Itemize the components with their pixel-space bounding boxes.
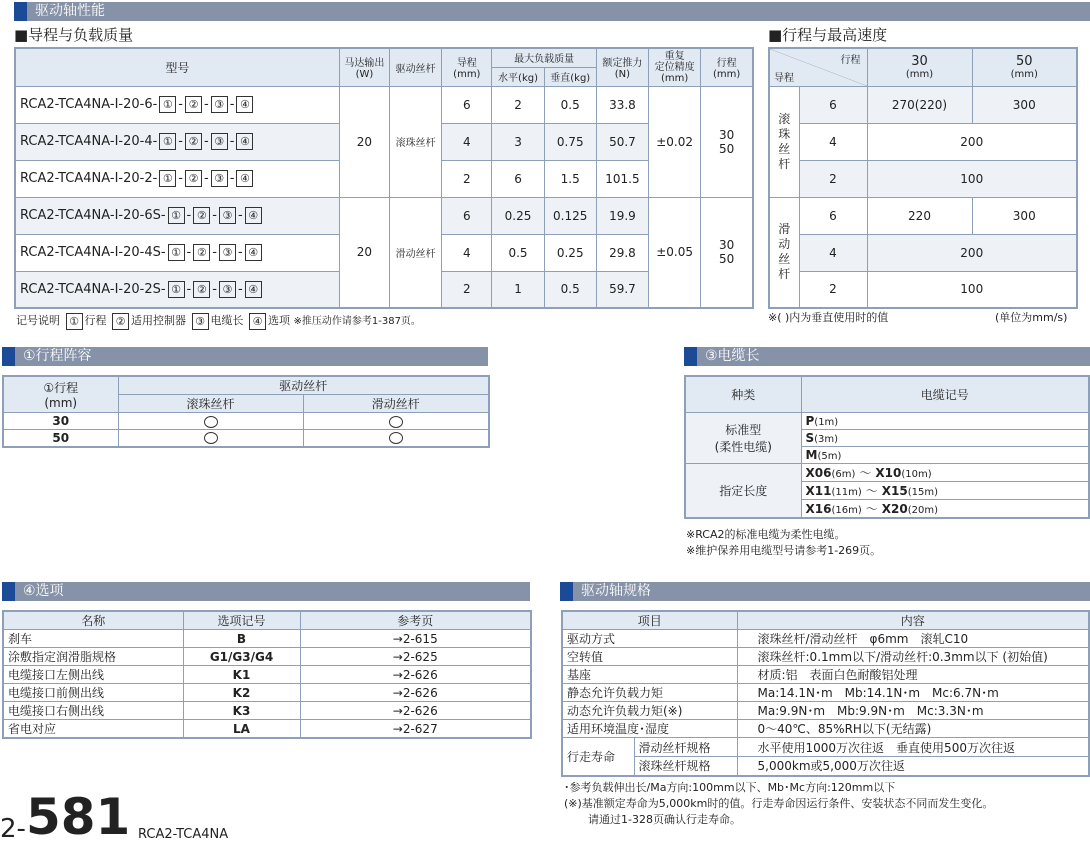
table-row (769, 234, 1077, 271)
model-cell (15, 197, 339, 234)
ball-available (118, 413, 303, 430)
table-row (562, 648, 1089, 666)
v-cell: 0.125 (544, 197, 596, 234)
lead-cell: 4 (442, 234, 492, 271)
col-model: 型号 (15, 48, 339, 86)
opt-col-name: 名称 (3, 611, 183, 630)
placeholder-box: ② (185, 133, 202, 150)
h-cell: 0.25 (492, 197, 544, 234)
cable-code: M (805, 447, 818, 462)
table-row (3, 648, 531, 666)
placeholder-box: ④ (236, 96, 253, 113)
cable-len: (20m) (907, 504, 938, 516)
table-row (3, 630, 531, 648)
dash: - (186, 208, 192, 223)
dash: - (212, 281, 217, 297)
v-cell: 1.5 (544, 160, 596, 197)
col-repeat: 重复 定位精度 (mm) (649, 48, 701, 86)
col-horizontal: 水平(kg) (492, 67, 544, 86)
speed-lead: 6 (799, 86, 867, 123)
cable-notes (686, 527, 881, 559)
table-row (685, 463, 1089, 481)
dash: - (178, 171, 183, 186)
guide-legend (16, 312, 421, 330)
h-cell: 2 (492, 86, 544, 123)
opt-page: →2-625 (300, 648, 531, 666)
placeholder-box: ② (193, 281, 210, 298)
v-cell: 0.5 (544, 271, 596, 308)
opt-code: B (183, 630, 300, 648)
placeholder-box: ④ (245, 244, 262, 261)
dash: - (229, 171, 235, 186)
placeholder-box: ③ (219, 244, 236, 261)
cable-code-cell (801, 499, 1089, 518)
placeholder-box: ① (159, 96, 176, 113)
tilde: ～ (859, 465, 872, 480)
v-cell: 0.5 (544, 86, 596, 123)
speed-note-right: (单位为mm/s) (995, 311, 1068, 324)
model-cell (15, 86, 339, 123)
col-max-load: 最大负载质量 (492, 48, 596, 67)
thrust-cell: 33.8 (596, 86, 648, 123)
cable-code-cell (801, 481, 1089, 499)
v-cell: 0.25 (544, 234, 596, 271)
table-row (769, 86, 1077, 123)
opt-code: LA (183, 720, 300, 739)
opt-page: →2-626 (300, 702, 531, 720)
placeholder-box: ④ (236, 170, 253, 187)
footer-page-number (0, 790, 130, 847)
dash: - (186, 281, 192, 297)
opt-page: →2-626 (300, 684, 531, 702)
stroke-header: ①行程 (mm) (3, 376, 118, 413)
repeat-cell: ±0.02 (649, 86, 701, 197)
table-row (769, 123, 1077, 160)
cable-col-code: 电缆记号 (801, 376, 1089, 412)
spec-item: 基座 (562, 666, 737, 684)
section-header-drive-performance (14, 2, 1090, 21)
col-stroke: 行程 (mm) (701, 48, 753, 86)
opt-page: →2-627 (300, 720, 531, 739)
cable-len: (3m) (814, 433, 839, 445)
opt-page: →2-615 (300, 630, 531, 648)
col-vertical: 垂直(kg) (544, 67, 596, 86)
section-header-stroke-list: ①行程阵容 (2, 347, 488, 366)
motor-cell: 20 (339, 197, 389, 308)
speed-group-label: 滑动丝杆 (769, 197, 799, 308)
table-row (562, 757, 1089, 776)
spec-item: 空转值 (562, 648, 737, 666)
h-cell: 1 (492, 271, 544, 308)
footer-page: 581 (25, 788, 131, 846)
cable-code: X06 (805, 465, 832, 480)
dash: - (237, 208, 243, 223)
speed-lead: 2 (799, 271, 867, 308)
guide-load-title: ■导程与负载质量 (14, 26, 134, 44)
lead-cell: 2 (442, 160, 492, 197)
spec-notes (564, 780, 993, 828)
placeholder-box: ① (168, 281, 185, 298)
circle-icon (389, 432, 403, 444)
model-cell (15, 271, 339, 308)
speed-col-50: 50 (mm) (972, 48, 1077, 86)
placeholder-box: ④ (236, 133, 253, 150)
opt-col-page: 参考页 (300, 611, 531, 630)
h-cell: 0.5 (492, 234, 544, 271)
cable-code: X10 (875, 465, 902, 480)
motor-cell: 20 (339, 86, 389, 197)
dash: - (229, 134, 235, 149)
placeholder-box: ① (159, 133, 176, 150)
cable-len: (1m) (814, 416, 839, 428)
model-code: RCA2-TCA4NA-I-20-6S- (20, 208, 166, 223)
table-row (562, 738, 1089, 757)
cable-code: X16 (805, 501, 832, 516)
spec-content: Ma:9.9N･m Mb:9.9N･m Mc:3.3N･m (737, 702, 1089, 720)
placeholder-box: ② (193, 244, 210, 261)
h-cell: 6 (492, 160, 544, 197)
placeholder-box: ④ (245, 281, 262, 298)
cable-standard: 标准型 (柔性电缆) (685, 412, 801, 463)
stroke-cell: 30 50 (701, 197, 753, 308)
opt-code: K1 (183, 666, 300, 684)
opt-page: →2-626 (300, 666, 531, 684)
dash: - (212, 208, 217, 223)
placeholder-box: ③ (211, 96, 228, 113)
spec-life-label: 行走寿命 (562, 738, 634, 776)
legend-box: ① (66, 313, 83, 330)
col-drive: 驱动丝杆 (390, 48, 442, 86)
spec-content: 0～40℃、85%RH以下(无结露) (737, 720, 1089, 738)
speed-merged: 200 (867, 123, 1077, 160)
spec-life-sub: 滚珠丝杆规格 (634, 757, 737, 776)
table-row (3, 684, 531, 702)
drive-cell: 滑动丝杆 (390, 197, 442, 308)
spec-content: 滚珠丝杆/滑动丝杆 φ6mm 滚轧C10 (737, 630, 1089, 648)
opt-code: K2 (183, 684, 300, 702)
cable-note: ※RCA2的标准电缆为柔性电缆。 (686, 528, 846, 541)
table-row (769, 160, 1077, 197)
dash: - (186, 245, 192, 260)
cable-note: ※维护保养用电缆型号请参考1-269页。 (686, 544, 882, 557)
speed-col-30: 30 (mm) (867, 48, 972, 86)
legend-note: ※推压动作请参考1-387页。 (293, 316, 421, 327)
table-row (15, 86, 753, 123)
spec-note: (※)基准额定寿命为5,000km时的值。行走寿命因运行条件、安装状态不同而发生变化。 (564, 797, 994, 810)
opt-name: 电缆接口前侧出线 (3, 684, 183, 702)
speed-corner: 行程 导程 (769, 48, 867, 86)
lead-cell: 6 (442, 86, 492, 123)
section-title: 驱动轴性能 (35, 3, 105, 19)
cable-len: (11m) (831, 486, 862, 498)
placeholder-box: ① (168, 207, 185, 224)
table-row (562, 684, 1089, 702)
opt-name: 电缆接口右侧出线 (3, 702, 183, 720)
ball-available (118, 430, 303, 447)
dash: - (237, 245, 243, 260)
thrust-cell: 29.8 (596, 234, 648, 271)
table-row (3, 720, 531, 739)
table-row (562, 630, 1089, 648)
model-code: RCA2-TCA4NA-I-20-4S- (20, 245, 166, 260)
cable-len: (6m) (831, 468, 856, 480)
legend-text: 行程 (84, 314, 107, 327)
cable-len: (10m) (901, 468, 932, 480)
table-row (769, 197, 1077, 234)
placeholder-box: ③ (211, 170, 228, 187)
guide-load-table (14, 47, 754, 309)
speed-lead: 4 (799, 234, 867, 271)
footer-model: RCA2-TCA4NA (138, 827, 229, 842)
options-table (2, 610, 532, 739)
footer-prefix: 2- (0, 814, 26, 844)
model-cell (15, 123, 339, 160)
stroke-list-table (2, 375, 490, 448)
cable-code-cell (801, 463, 1089, 481)
placeholder-box: ② (185, 96, 202, 113)
table-row (769, 271, 1077, 308)
cable-code-cell (801, 429, 1089, 446)
speed-v50: 300 (972, 86, 1077, 123)
legend-box: ④ (249, 313, 266, 330)
circle-icon (389, 416, 403, 428)
speed-v30: 270(220) (867, 86, 972, 123)
table-row (3, 702, 531, 720)
dash: - (204, 171, 209, 186)
table-row (3, 430, 489, 447)
placeholder-box: ③ (211, 133, 228, 150)
cable-specified: 指定长度 (685, 463, 801, 518)
model-cell (15, 234, 339, 271)
drive-header: 驱动丝杆 (118, 376, 489, 395)
cable-code: X11 (805, 483, 832, 498)
opt-code: K3 (183, 702, 300, 720)
circle-icon (204, 416, 218, 428)
circle-icon (204, 432, 218, 444)
legend-text: 选项 (268, 314, 290, 327)
legend-prefix: 记号说明 (16, 314, 60, 327)
speed-merged: 200 (867, 234, 1077, 271)
dash: - (178, 97, 183, 112)
spec-note: ･参考负载伸出长/Ma方向:100mm以下、Mb･Mc方向:120mm以下 (564, 781, 896, 794)
table-row (562, 666, 1089, 684)
section-header-cable: ③电缆长 (684, 347, 1090, 366)
placeholder-box: ② (185, 170, 202, 187)
spec-col-item: 项目 (562, 611, 737, 630)
opt-name: 涂敷指定润滑脂规格 (3, 648, 183, 666)
cable-len: (5m) (817, 450, 842, 462)
speed-lead: 4 (799, 123, 867, 160)
cable-code: P (805, 413, 815, 428)
legend-text: 电缆长 (210, 314, 244, 327)
speed-lead: 2 (799, 160, 867, 197)
dash: - (212, 245, 217, 260)
stroke-value: 50 (3, 430, 118, 447)
speed-group-label: 滚珠丝杆 (769, 86, 799, 197)
opt-col-code: 选项记号 (183, 611, 300, 630)
cable-code-cell (801, 412, 1089, 429)
speed-title: ■行程与最高速度 (768, 26, 888, 44)
speed-merged: 100 (867, 271, 1077, 308)
legend-text: 适用控制器 (131, 314, 186, 327)
thrust-cell: 19.9 (596, 197, 648, 234)
thrust-cell: 50.7 (596, 123, 648, 160)
cable-code-cell (801, 446, 1089, 463)
legend-box: ② (112, 313, 129, 330)
cable-code: X15 (881, 483, 908, 498)
spec-item: 动态允许负载力矩(※) (562, 702, 737, 720)
table-row (3, 413, 489, 430)
thrust-cell: 101.5 (596, 160, 648, 197)
tilde: ～ (865, 501, 878, 516)
model-code: RCA2-TCA4NA-I-20-4- (20, 134, 158, 149)
speed-merged: 100 (867, 160, 1077, 197)
model-code: RCA2-TCA4NA-I-20-2S- (20, 281, 166, 297)
table-row (562, 702, 1089, 720)
placeholder-box: ④ (245, 207, 262, 224)
spec-content: 滚珠丝杆:0.1mm以下/滑动丝杆:0.3mm以下 (初始值) (737, 648, 1089, 666)
cable-code: X20 (881, 501, 908, 516)
spec-item: 静态允许负载力矩 (562, 684, 737, 702)
dash: - (204, 97, 209, 112)
thrust-cell: 59.7 (596, 271, 648, 308)
model-code: RCA2-TCA4NA-I-20-6- (20, 97, 158, 112)
spec-col-content: 内容 (737, 611, 1089, 630)
model-cell (15, 160, 339, 197)
lead-cell: 2 (442, 271, 492, 308)
tilde: ～ (865, 483, 878, 498)
legend-box: ③ (192, 313, 209, 330)
spec-content: 材质:铝 表面白色耐酸铝处理 (737, 666, 1089, 684)
slide-header: 滑动丝杆 (303, 395, 489, 413)
opt-name: 电缆接口左侧出线 (3, 666, 183, 684)
cable-col-type: 种类 (685, 376, 801, 412)
drive-cell: 滚珠丝杆 (390, 86, 442, 197)
header-square-icon (14, 2, 27, 21)
placeholder-box: ③ (219, 207, 236, 224)
spec-item: 适用环境温度･湿度 (562, 720, 737, 738)
slide-available (303, 430, 489, 447)
repeat-cell: ±0.05 (649, 197, 701, 308)
speed-note-left: ※( )内为垂直使用时的值 (768, 311, 889, 324)
placeholder-box: ① (159, 170, 176, 187)
section-header-options: ④选项 (2, 582, 530, 601)
section-header-spec: 驱动轴规格 (560, 582, 1090, 601)
stroke-cell: 30 50 (701, 86, 753, 197)
spec-content: Ma:14.1N･m Mb:14.1N･m Mc:6.7N･m (737, 684, 1089, 702)
lead-cell: 6 (442, 197, 492, 234)
spec-life-sub: 滑动丝杆规格 (634, 738, 737, 757)
placeholder-box: ③ (219, 281, 236, 298)
opt-code: G1/G3/G4 (183, 648, 300, 666)
cable-code: S (805, 430, 815, 445)
col-motor: 马达输出 (W) (339, 48, 389, 86)
slide-available (303, 413, 489, 430)
col-thrust: 额定推力 (N) (596, 48, 648, 86)
stroke-speed-table (768, 47, 1078, 309)
table-row (3, 666, 531, 684)
spec-table (561, 610, 1090, 777)
table-row (562, 720, 1089, 738)
opt-name: 刹车 (3, 630, 183, 648)
col-lead: 导程 (mm) (442, 48, 492, 86)
speed-lead: 6 (799, 197, 867, 234)
dash: - (178, 134, 183, 149)
dash: - (229, 97, 235, 112)
cable-len: (16m) (831, 504, 862, 516)
spec-note: 请通过1-328页确认行走寿命。 (588, 813, 741, 826)
placeholder-box: ① (168, 244, 185, 261)
v-cell: 0.75 (544, 123, 596, 160)
spec-item: 驱动方式 (562, 630, 737, 648)
cable-len: (15m) (907, 486, 938, 498)
dash: - (204, 134, 209, 149)
cable-length-table (684, 375, 1090, 519)
table-row (685, 412, 1089, 429)
dash: - (237, 281, 243, 297)
table-row (15, 197, 753, 234)
speed-v30: 220 (867, 197, 972, 234)
spec-life-content: 5,000km或5,000万次往返 (737, 757, 1089, 776)
stroke-value: 30 (3, 413, 118, 430)
opt-name: 省电对应 (3, 720, 183, 739)
ball-header: 滚珠丝杆 (118, 395, 303, 413)
model-code: RCA2-TCA4NA-I-20-2- (20, 171, 158, 186)
lead-cell: 4 (442, 123, 492, 160)
speed-v50: 300 (972, 197, 1077, 234)
h-cell: 3 (492, 123, 544, 160)
spec-life-content: 水平使用1000万次往返 垂直使用500万次往返 (737, 738, 1089, 757)
placeholder-box: ② (193, 207, 210, 224)
